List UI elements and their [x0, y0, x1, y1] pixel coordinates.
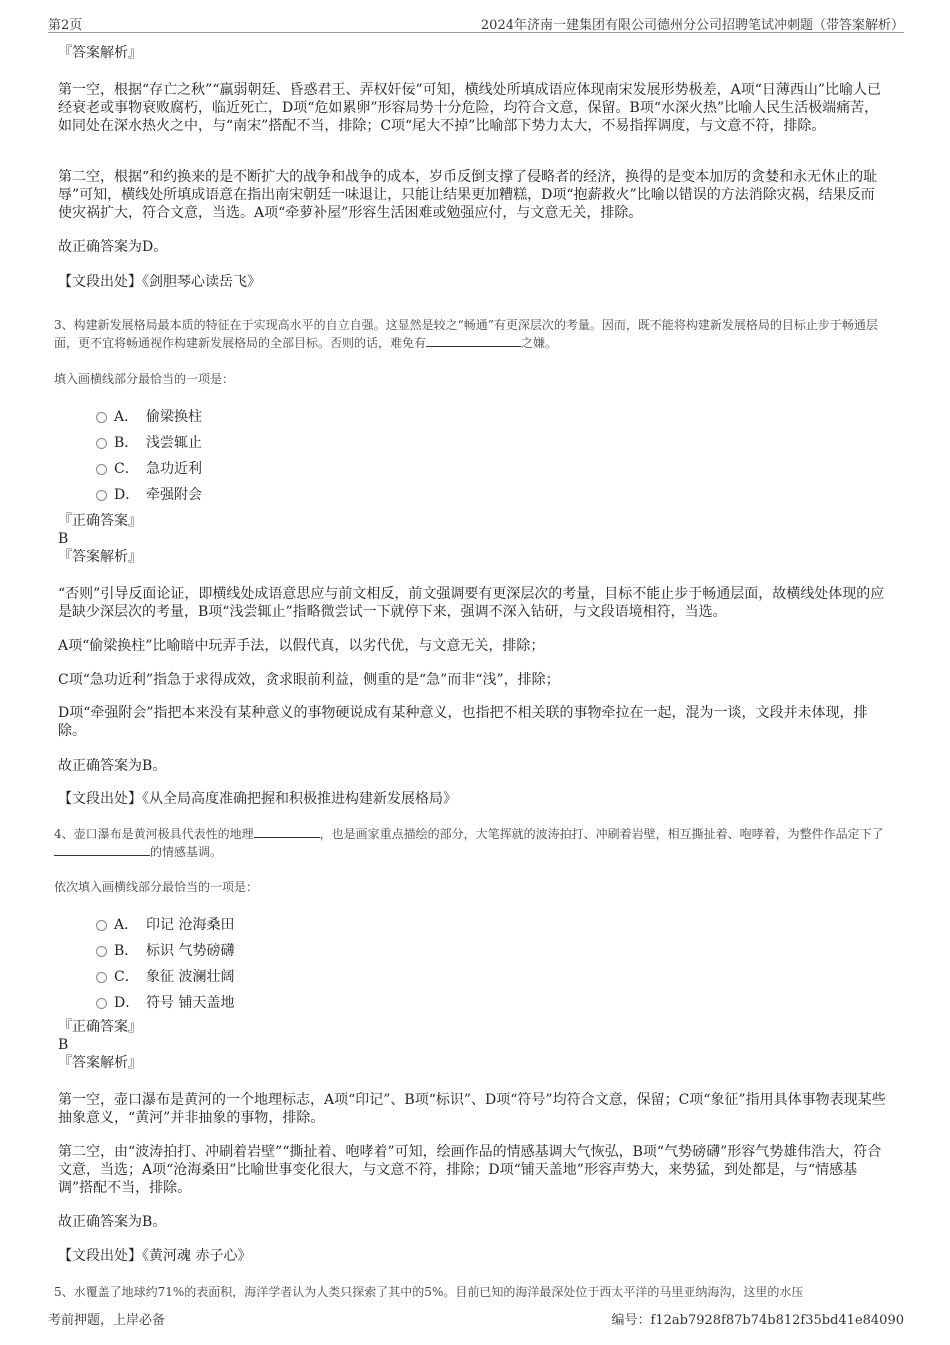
stem-text: 3、构建新发展格局最本质的特征在于实现高水平的自立自强。这显然是较之“畅通”有更深层次的考量。因而，既不能将构建新发展格局的目标止步于畅通层面，更不宜将畅通视作构建新发展格局的全部目标。否则的话，难免有: [54, 318, 878, 350]
stem-text: 的情感基调。: [150, 845, 223, 859]
fill-blank: [426, 334, 521, 347]
radio-icon[interactable]: [96, 412, 107, 423]
option-letter: B．: [114, 943, 139, 959]
analysis-paragraph: 第二空，由“波涛拍打、冲刷着岩壁”“撕扯着、咆哮着”可知，绘画作品的情感基调大气恢弘，B项“气势磅礴”形容气势雄伟浩大，符合文意，当选；A项“沧海桑田”比喻世事变化很大，与文意不符，排除；D项“铺天盖地”形容声势大，来势猛，到处都是，与“情感基调”搭配不当，排除。: [58, 1144, 882, 1196]
radio-icon[interactable]: [96, 490, 107, 501]
footer-slogan: 考前押题，上岸必备: [48, 1313, 166, 1328]
option-text: 象征 波澜壮阔: [146, 969, 235, 985]
option-text: 符号 铺天盖地: [146, 995, 235, 1011]
source-citation: 【文段出处】《黄河魂 赤子心》: [58, 1248, 252, 1264]
option-letter: C．: [114, 969, 139, 985]
radio-icon[interactable]: [96, 972, 107, 983]
option-letter: D．: [114, 487, 140, 503]
conclusion: 故正确答案为D。: [58, 239, 168, 255]
answer-value: B: [58, 531, 69, 547]
source-citation: 【文段出处】《剑胆琴心读岳飞》: [58, 274, 261, 290]
option-letter: A．: [114, 917, 139, 933]
q4-options: [58, 910, 458, 1014]
question-prompt: 依次填入画横线部分最恰当的一项是：: [54, 880, 259, 894]
option-letter: D．: [114, 995, 140, 1011]
question-4-stem: [54, 825, 896, 861]
analysis-label: 『答案解析』: [58, 549, 142, 565]
document-title: 2024年济南一建集团有限公司德州分公司招聘笔试冲刺题（带答案解析）: [480, 18, 904, 33]
option-a[interactable]: [58, 910, 458, 936]
page-number: 第2页: [48, 18, 83, 33]
option-letter: C．: [114, 461, 139, 477]
option-b[interactable]: [58, 428, 458, 454]
stem-text: 4、壶口瀑布是黄河极具代表性的地理: [54, 827, 254, 841]
analysis-paragraph: 第一空，根据“存亡之秋”“羸弱朝廷、昏惑君王、弄权奸佞”可知，横线处所填成语应体现南宋发展形势极差，A项“日薄西山”比喻人已经衰老或事物衰败腐朽，临近死亡，D项“危如累卵”形容局势十分危险，均符合文意，保留。B项“水深火热”比喻人民生活极端痛苦，如同处在深水热火之中，与“南宋”搭配不当，排除；C项“尾大不掉”比喻部下势力太大，不易指挥调度，与文意不符，排除。: [58, 82, 882, 134]
q3-options: [58, 402, 458, 506]
radio-icon[interactable]: [96, 438, 107, 449]
option-letter: B．: [114, 435, 139, 451]
question-5-stem: [54, 1283, 896, 1301]
analysis-paragraph: “否则”引导反面论证，即横线处成语意思应与前文相反，前文强调要有更深层次的考量，目标不能止步于畅通层面，故横线处体现的应是缺少深层次的考量，B项“浅尝辄止”指略微尝试一下就停下来，强调不深入钻研，与文段语境相符，当选。: [58, 586, 885, 620]
option-b[interactable]: [58, 936, 458, 962]
stem-text: ，也是画家重点描绘的部分，大笔挥就的波涛拍打、冲刷着岩壁，相互撕扯着、咆哮着，为整件作品定下了: [319, 827, 884, 841]
q2-analysis: [58, 44, 900, 62]
analysis-paragraph: 第二空，根据“和约换来的是不断扩大的战争和战争的成本，岁币反倒支撑了侵略者的经济，换得的是变本加厉的贪婪和永无休止的耻辱”可知，横线处所填成语意在指出南宋朝廷一味退让，只能让结果更加糟糕，D项“抱薪救火”比喻以错误的方法消除灾祸，结果反而使灾祸扩大，符合文意，当选。A项“牵萝补屋”形容生活困难或勉强应付，与文意无关，排除。: [58, 169, 878, 221]
analysis-label: 『答案解析』: [58, 1055, 142, 1071]
radio-icon[interactable]: [96, 464, 107, 475]
fill-blank: [254, 825, 320, 838]
option-text: 急功近利: [146, 461, 202, 477]
option-c[interactable]: [58, 454, 458, 480]
conclusion: 故正确答案为B。: [58, 758, 167, 774]
radio-icon[interactable]: [96, 946, 107, 957]
radio-icon[interactable]: [96, 998, 107, 1009]
option-d[interactable]: [58, 988, 458, 1014]
stem-text: 之嫌。: [521, 336, 558, 350]
answer-value: B: [58, 1037, 69, 1053]
analysis-paragraph: 第一空，壶口瀑布是黄河的一个地理标志，A项“印记”、B项“标识”、D项“符号”均符合文意，保留；C项“象征”指用具体事物表现某些抽象意义，“黄河”并非抽象的事物，排除。: [58, 1092, 886, 1126]
option-a[interactable]: [58, 402, 458, 428]
source-citation: 【文段出处】《从全局高度准确把握和积极推进构建新发展格局》: [58, 791, 457, 807]
option-text: 浅尝辄止: [146, 435, 202, 451]
analysis-paragraph: C项“急功近利”指急于求得成效，贪求眼前利益，侧重的是“急”而非“浅”，排除；: [58, 672, 560, 688]
option-text: 牵强附会: [146, 487, 202, 503]
document-id: 编号：f12ab7928f87b74b812f35bd41e84090: [611, 1313, 904, 1328]
answer-label: 『正确答案』: [58, 513, 142, 529]
radio-icon[interactable]: [96, 920, 107, 931]
analysis-paragraph: A项“偷梁换柱”比喻暗中玩弄手法，以假代真，以劣代优，与文意无关，排除；: [58, 638, 545, 654]
fill-blank: [54, 843, 150, 856]
option-c[interactable]: [58, 962, 458, 988]
conclusion: 故正确答案为B。: [58, 1214, 167, 1230]
page-header: [48, 12, 904, 33]
question-prompt: 填入画横线部分最恰当的一项是：: [54, 372, 235, 386]
stem-text: 5、水覆盖了地球约71%的表面积，海洋学者认为人类只探索了其中的5%。目前已知的海洋最深处位于西太平洋的马里亚纳海沟，这里的水压: [54, 1285, 804, 1299]
option-text: 偷梁换柱: [146, 409, 202, 425]
option-text: 印记 沧海桑田: [146, 917, 235, 933]
option-d[interactable]: [58, 480, 458, 506]
analysis-label: 『答案解析』: [58, 45, 142, 61]
answer-label: 『正确答案』: [58, 1019, 142, 1035]
question-3-stem: [54, 316, 892, 352]
option-letter: A．: [114, 409, 139, 425]
option-text: 标识 气势磅礴: [146, 943, 235, 959]
analysis-paragraph: D项“牵强附会”指把本来没有某种意义的事物硬说成有某种意义，也指把不相关联的事物牵拉在一起，混为一谈，文段并未体现，排除。: [58, 705, 868, 739]
